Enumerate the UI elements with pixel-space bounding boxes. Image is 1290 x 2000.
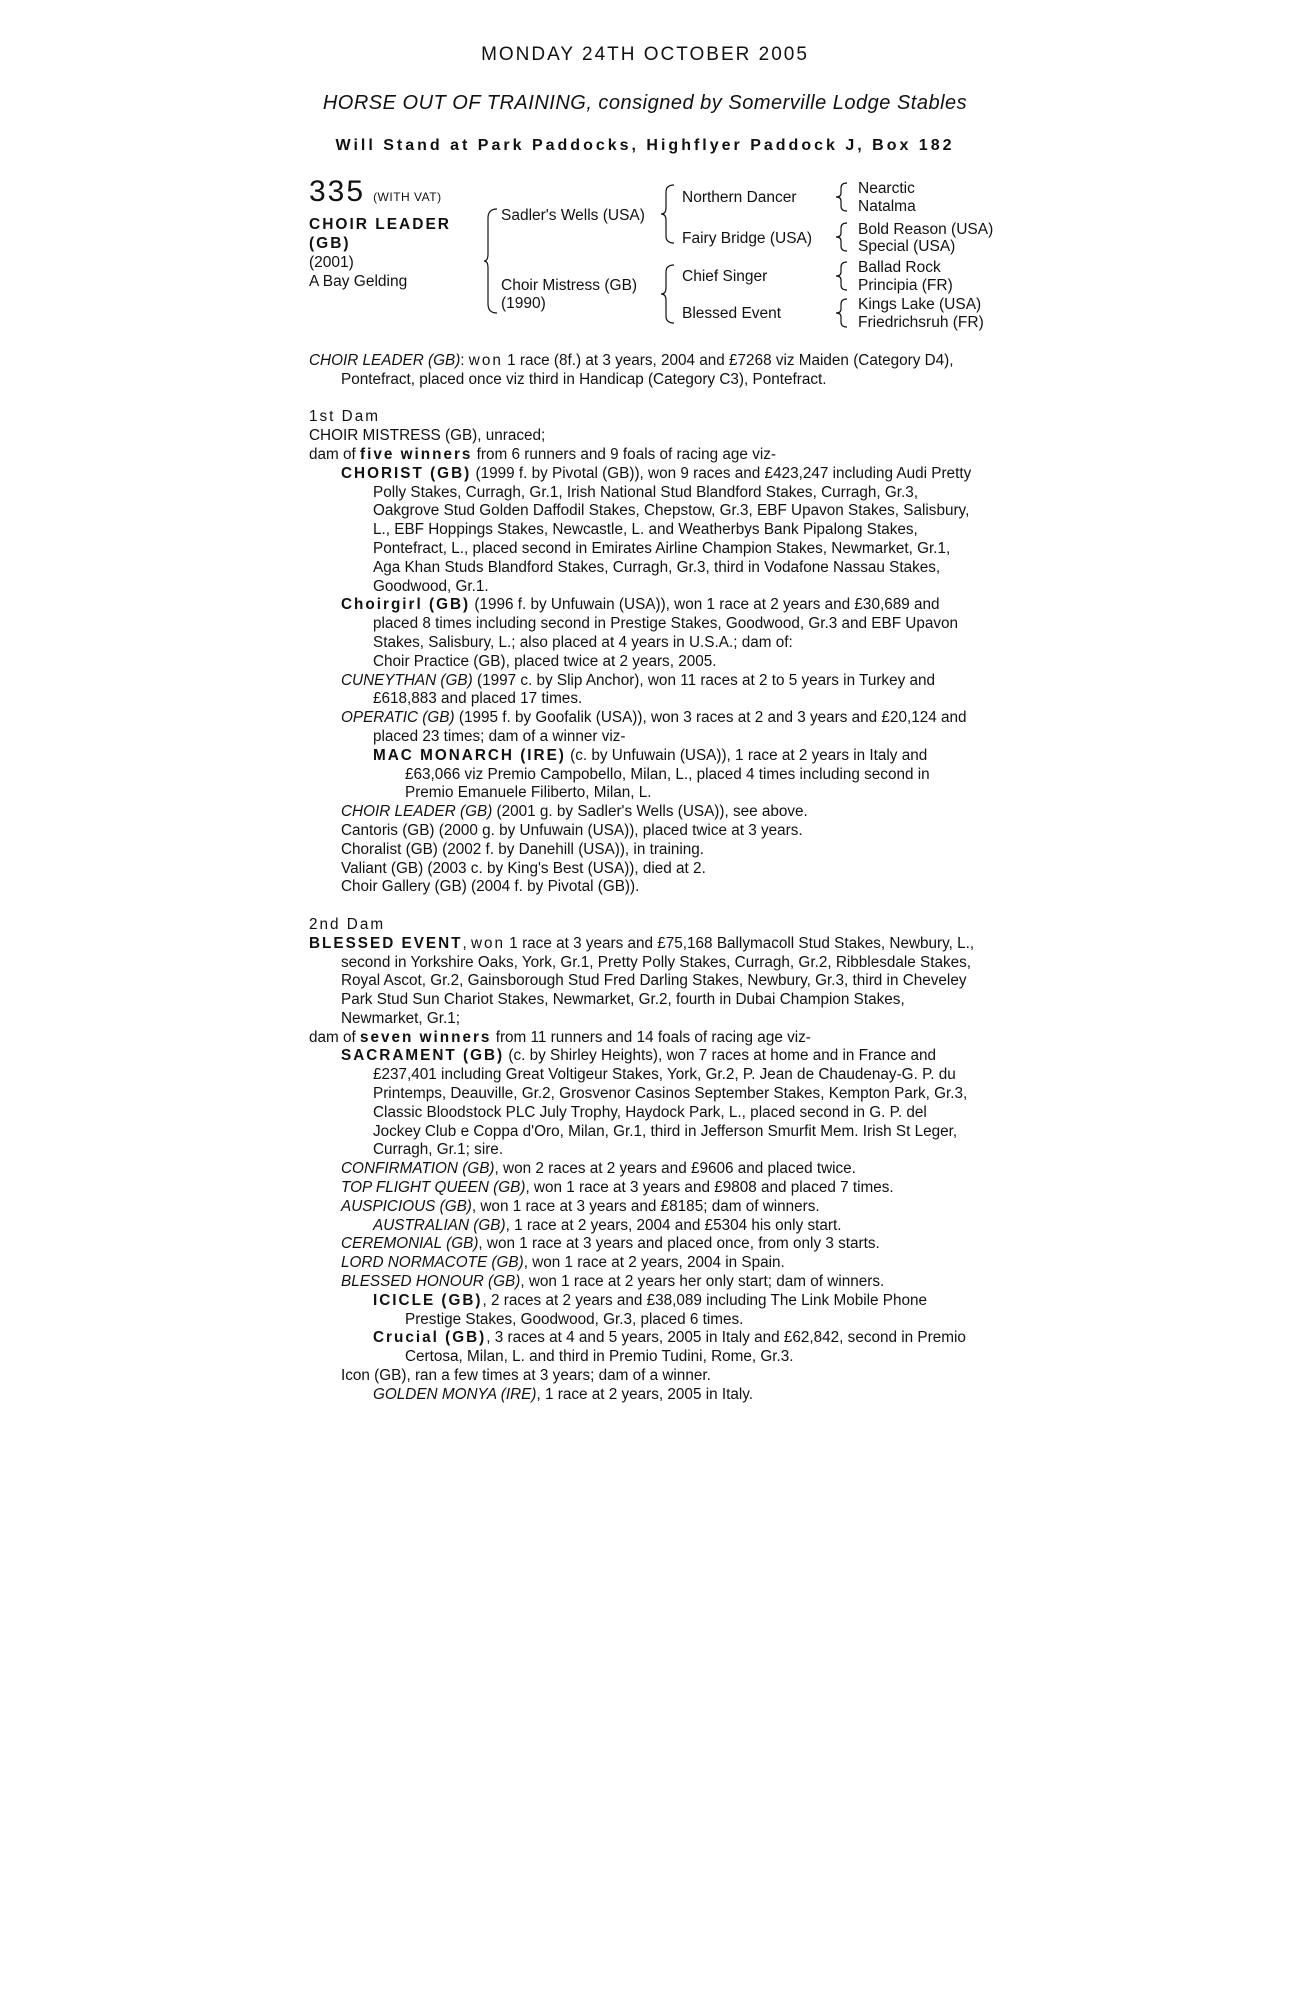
pedigree-brace-g34 — [836, 222, 848, 252]
produce-operatic: OPERATIC (GB) (1995 f. by Goofalik (USA)), won 3 races at 2 and 3 years and £20,124 and placed 23 times; dam of a winner viz- — [341, 709, 967, 745]
produce-choralist: Choralist (GB) (2002 f. by Danehill (USA)), in training. — [341, 840, 705, 858]
pedigree-dam-dam: Blessed Event — [682, 305, 782, 322]
produce-blessed-honour: BLESSED HONOUR (GB), won 1 race at 2 years her only start; dam of winners. — [341, 1273, 885, 1291]
produce-cantoris: Cantoris (GB) (2000 g. by Unfuwain (USA)), placed twice at 3 years. — [341, 821, 803, 839]
vat-note: (WITH VAT) — [373, 190, 442, 204]
pedigree-brace-sire — [661, 184, 675, 244]
horse-name-country: (GB) — [309, 235, 351, 252]
produce-mac-monarch: MAC MONARCH (IRE) (c. by Unfuwain (USA)), 1 race at 2 years in Italy and £63,066 viz Premio Campobello, Milan, L., placed 4 times including second in Premio Emanuele Filiberto, Milan, L. — [373, 746, 930, 802]
pedigree-brace-main — [484, 208, 498, 314]
race-record: CHOIR LEADER (GB): won 1 race (8f.) at 3 years, 2004 and £7268 viz Maiden (Category D4), Pontefract, placed once viz third in Handicap (Category C3), Pontefract. — [309, 352, 954, 388]
produce-valiant: Valiant (GB) (2003 c. by King's Best (USA)), died at 2. — [341, 859, 706, 877]
produce-choir-leader: CHOIR LEADER (GB) (2001 g. by Sadler's Wells (USA)), see above. — [341, 803, 808, 821]
produce-lord-normacote: LORD NORMACOTE (GB), won 1 race at 2 years, 2004 in Spain. — [341, 1254, 785, 1272]
first-dam-heading: 1st Dam — [309, 408, 380, 426]
produce-sacrament: SACRAMENT (GB) (c. by Shirley Heights), won 7 races at home and in France and £237,401 including Great Voltigeur Stakes, York, Gr.2, P. Jean de Chaudenay-G. P. du Printemps, Deauville, Gr.2, Grosvenor Casinos September Stakes, Kempton Park, Gr.3, Classic Bloodstock PLC July Trophy, Haydock Park, L., placed second in G. P. del Jockey Club e Coppa d'Oro, Milan, Gr.1, third in Jefferson Smurfit Mem. Irish St Leger, Curragh, Gr.1; sire. — [341, 1047, 968, 1159]
first-dam-produce-summary: dam of five winners from 6 runners and 9 foals of racing age viz- — [309, 445, 776, 463]
pedigree-g1: Nearctic — [858, 180, 915, 197]
catalogue-body — [309, 352, 977, 1405]
second-dam-record: BLESSED EVENT, won 1 race at 3 years and £75,168 Ballymacoll Stud Stakes, Newbury, L., second in Yorkshire Oaks, York, Gr.1, Pretty Polly Stakes, Curragh, Gr.2, Ribblesdale Stakes, Royal Ascot, Gr.2, Gainsborough Stud Fred Darling Stakes, Newbury, Gr.3, third in Cheveley Park Stud Sun Chariot Stakes, Newmarket, Gr.2, fourth in Dubai Champion Stakes, Newmarket, Gr.1; — [309, 934, 975, 1027]
produce-crucial: Crucial (GB), 3 races at 4 and 5 years, 2005 in Italy and £62,842, second in Premio Certosa, Milan, L. and third in Premio Tudini, Rome, Gr.3. — [373, 1329, 966, 1366]
produce-cuneythan: CUNEYTHAN (GB) (1997 c. by Slip Anchor), won 11 races at 2 to 5 years in Turkey and £618,883 and placed 17 times. — [341, 671, 936, 708]
produce-icon: Icon (GB), ran a few times at 3 years; dam of a winner. — [341, 1367, 711, 1385]
consignor-line: HORSE OUT OF TRAINING, consigned by Somerville Lodge Stables — [322, 92, 968, 114]
pedigree-sire-sire: Northern Dancer — [682, 189, 797, 206]
produce-choir-gallery: Choir Gallery (GB) (2004 f. by Pivotal (GB)). — [341, 878, 640, 896]
stable-location: Will Stand at Park Paddocks, Highflyer Paddock J, Box 182 — [335, 137, 955, 154]
horse-description: A Bay Gelding — [309, 273, 408, 290]
pedigree-brace-g78 — [836, 298, 848, 328]
pedigree-brace-g12 — [836, 182, 848, 212]
second-dam-produce-summary: dam of seven winners from 11 runners and 14 foals of racing age viz- — [309, 1028, 811, 1046]
first-dam-name: CHOIR MISTRESS (GB), unraced; — [309, 427, 546, 445]
produce-auspicious: AUSPICIOUS (GB), won 1 race at 3 years and £8185; dam of winners. — [341, 1197, 820, 1215]
lot-info — [309, 175, 451, 291]
pedigree-brace-dam — [661, 264, 675, 324]
produce-australian: AUSTRALIAN (GB), 1 race at 2 years, 2004 and £5304 his only start. — [373, 1216, 842, 1234]
pedigree-sire: Sadler's Wells (USA) — [501, 207, 645, 224]
pedigree-g7: Kings Lake (USA) — [858, 296, 982, 313]
produce-top-flight-queen: TOP FLIGHT QUEEN (GB), won 1 race at 3 years and £9808 and placed 7 times. — [341, 1179, 894, 1197]
pedigree-dam: Choir Mistress (GB) — [501, 277, 638, 294]
second-dam-heading: 2nd Dam — [309, 915, 386, 933]
pedigree-brace-g56 — [836, 261, 848, 291]
pedigree-g2: Natalma — [858, 198, 916, 215]
horse-name: CHOIR LEADER — [309, 216, 451, 233]
pedigree-dam-sire: Chief Singer — [682, 268, 768, 285]
lot-number: 335 — [309, 175, 366, 208]
produce-icicle: ICICLE (GB), 2 races at 2 years and £38,089 including The Link Mobile Phone Prestige Stakes, Goodwood, Gr.3, placed 6 times. — [373, 1291, 927, 1328]
produce-ceremonial: CEREMONIAL (GB), won 1 race at 3 years and placed once, from only 3 starts. — [341, 1235, 880, 1253]
pedigree-g8: Friedrichsruh (FR) — [858, 314, 984, 331]
sale-date: MONDAY 24TH OCTOBER 2005 — [481, 44, 809, 65]
horse-year: (2001) — [309, 254, 354, 271]
produce-confirmation: CONFIRMATION (GB), won 2 races at 2 years and £9606 and placed twice. — [341, 1160, 856, 1178]
pedigree-g5: Ballad Rock — [858, 259, 941, 276]
produce-chorist: CHORIST (GB) (1999 f. by Pivotal (GB)), won 9 races and £423,247 including Audi Pretty Polly Stakes, Curragh, Gr.1, Irish National Stud Blandford Stakes, Curragh, Gr.3, Oakgrove Stud Golden Daffodil Stakes, Chepstow, Gr.3, EBF Upavon Stakes, Salisbury, L., EBF Hoppings Stakes, Newcastle, L. and Weatherbys Bank Pipalong Stakes, Pontefract, L., placed second in Emirates Airline Champion Stakes, Newmarket, Gr.1, Aga Khan Studs Blandford Stakes, Curragh, Gr.3, third in Vodafone Nassau Stakes, Goodwood, Gr.1. — [341, 464, 972, 595]
pedigree-g6: Principia (FR) — [858, 277, 953, 294]
produce-choir-practice: Choir Practice (GB), placed twice at 2 years, 2005. — [373, 652, 717, 670]
pedigree-dam-year: (1990) — [501, 295, 546, 312]
pedigree-sire-dam: Fairy Bridge (USA) — [682, 230, 813, 247]
pedigree-g3: Bold Reason (USA) — [858, 221, 994, 238]
produce-golden-monya: GOLDEN MONYA (IRE), 1 race at 2 years, 2005 in Italy. — [373, 1385, 754, 1403]
produce-choirgirl: Choirgirl (GB) (1996 f. by Unfuwain (USA)), won 1 race at 2 years and £30,689 and placed 8 times including second in Prestige Stakes, Goodwood, Gr.3 and EBF Upavon Stakes, Salisbury, L.; also placed at 4 years in U.S.A.; dam of: — [341, 596, 959, 651]
pedigree-g4: Special (USA) — [858, 238, 956, 255]
